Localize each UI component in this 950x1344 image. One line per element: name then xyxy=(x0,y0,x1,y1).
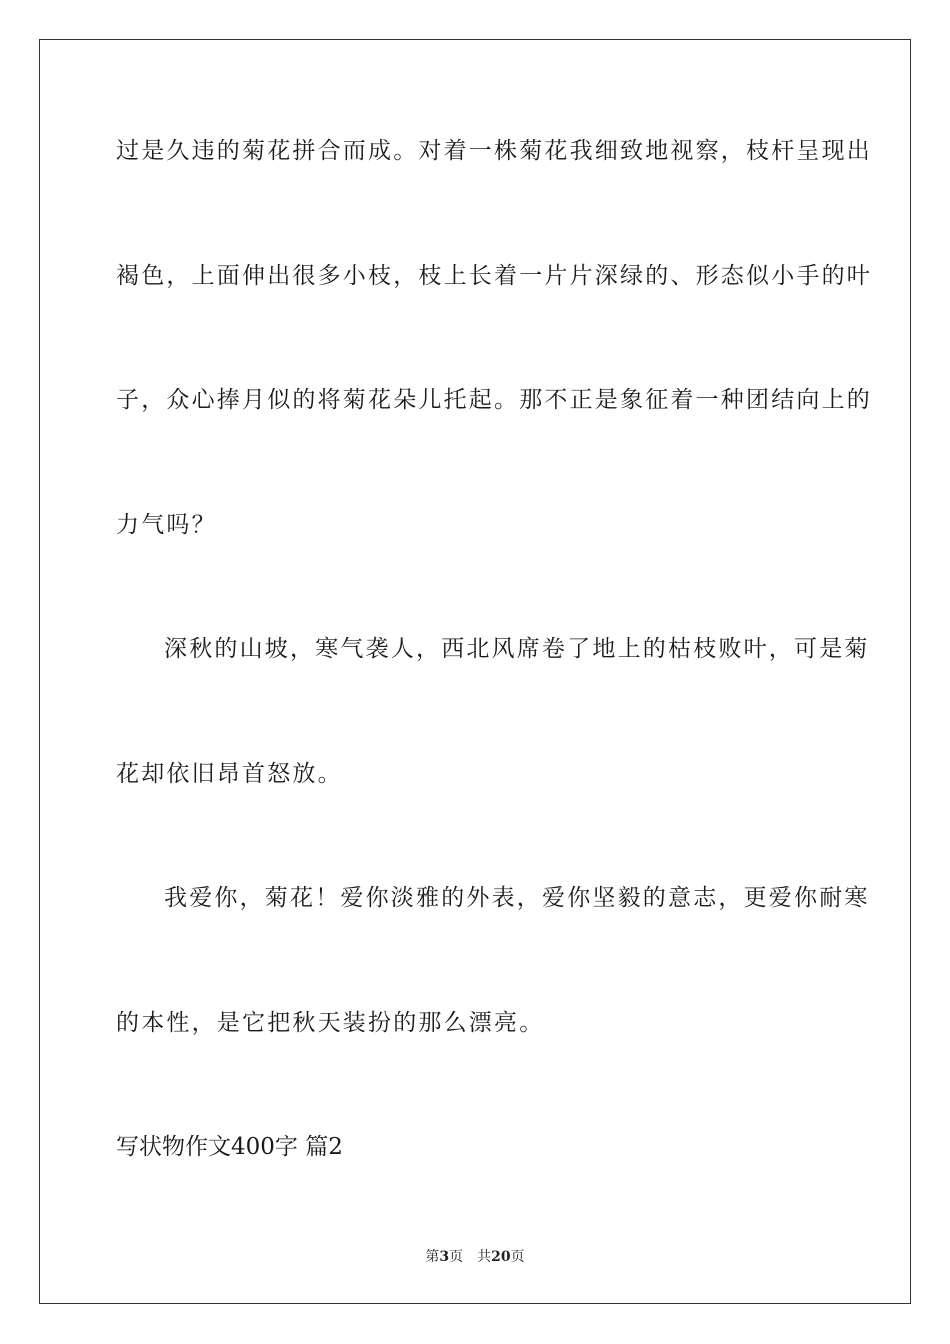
body-line-2: 褐色，上面伸出很多小枝，枝上长着一片片深绿的、形态似小手的叶 xyxy=(116,263,872,289)
body-line-5: 深秋的山坡，寒气袭人，西北风席卷了地上的枯枝败叶，可是菊 xyxy=(164,636,870,662)
footer-total-suffix: 页 xyxy=(510,1249,525,1265)
body-line-4: 力气吗？ xyxy=(116,512,217,538)
body-line-8: 的本性，是它把秋天装扮的那么漂亮。 xyxy=(116,1010,545,1036)
section-heading: 写状物作文400字 篇2 xyxy=(116,1134,343,1160)
page-frame xyxy=(39,39,911,1304)
body-line-7: 我爱你，菊花！爱你淡雅的外表，爱你坚毅的意志，更爱你耐寒 xyxy=(164,885,870,911)
body-line-6: 花却依旧昂首怒放。 xyxy=(116,761,343,787)
body-line-3: 子，众心捧月似的将菊花朵儿托起。那不正是象征着一种团结向上的 xyxy=(116,387,872,413)
footer-page-number: 3 xyxy=(439,1249,450,1265)
footer-total-prefix: 共 xyxy=(477,1249,492,1265)
page-footer xyxy=(0,1247,950,1267)
footer-page-suffix: 页 xyxy=(449,1249,464,1265)
body-line-1: 过是久违的菊花拼合而成。对着一株菊花我细致地视察，枝杆呈现出 xyxy=(116,138,872,164)
footer-page-prefix: 第 xyxy=(425,1249,440,1265)
footer-total-number: 20 xyxy=(491,1249,511,1265)
